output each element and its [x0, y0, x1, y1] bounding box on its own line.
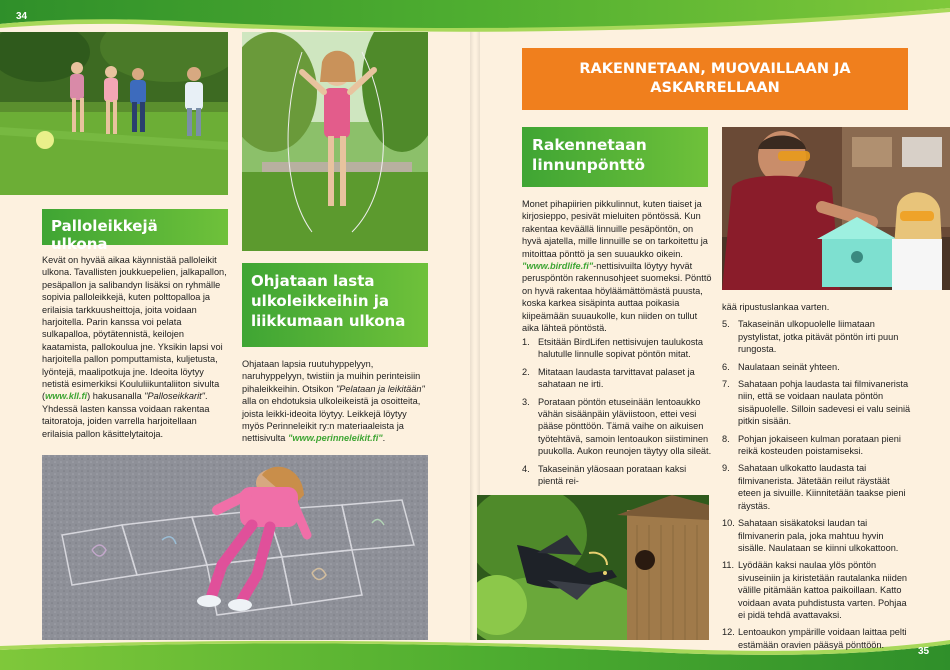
heading-text: Ohjataan lasta ulkoleikkeihin ja liikkumaan ulkona: [251, 272, 406, 330]
section-reference: "Pelataan ja leikitään": [335, 383, 425, 394]
step-item: [722, 318, 912, 355]
step-number: 12.: [722, 627, 735, 638]
step-item: [722, 626, 912, 651]
bird-flying-to-birdhouse-photo: [477, 495, 709, 640]
step-number: 4.: [522, 463, 530, 474]
step-item: [722, 462, 912, 512]
step-text: Takaseinän ulkopuolelle liimataan pystylistat, jotka pitävät pöntön irti puun rungosta.: [738, 319, 899, 355]
step-number: 11.: [722, 560, 735, 571]
step-item: [722, 378, 912, 428]
step-number: 8.: [722, 433, 730, 444]
step-text: Pohjan jokaiseen kulman porataan pieni reikä kosteuden poistamiseksi.: [738, 433, 901, 457]
step-text: Sahataan sisäkatoksi laudan tai filmivanerin pala, joka mahtuu hyvin sisälle. Naulataan se kiinni ulkokattoon.: [738, 518, 899, 553]
girl-playing-hopscotch-photo: [42, 455, 428, 640]
step-text: Lentoaukon ympärille voidaan laittaa pelti estämään oravien pääsyä pönttöön.: [738, 627, 907, 650]
paragraph-text: Kevät on hyvää aikaa käynnistää palloleikit ulkona. Tavallisten joukkuepelien, jalkapallon, pesäpallon ja salibandyn lisäksi on ryhmälle sopivia palloleikkejä, kuten polttopalloa ja erilaisia tarkkuusheittoja, joita voidaan harjoitella. Parin kanssa voi pelata sulkapalloa, pöytätennistä, keilojen kaatamista, pallokoulua jne. Yksikin lapsi voi harjoitella pallon pomputtamista, kuljetusta, lyöntejä, maalipotkuja jne. Ideoita löytyy netistä esimerkiksi Koululiikuntaliiton sivulta (: [42, 255, 227, 402]
girl-jumping-rope-photo: [242, 32, 428, 251]
steps-column-1: [522, 336, 712, 492]
steps-column-2: [722, 301, 912, 656]
step-item: [522, 336, 712, 361]
step-item: [722, 361, 912, 373]
paragraph-text: .: [382, 433, 386, 444]
steps-list: [522, 336, 712, 487]
birdhouse-intro-text: [522, 198, 712, 334]
step-number: 1.: [522, 337, 530, 347]
page-number-right: 35: [918, 646, 930, 657]
paragraph-text: ) hakusanalla: [87, 391, 145, 402]
search-term: "Palloseikkarit": [144, 391, 205, 402]
step-text: Porataan pöntön etuseinään lentoaukko vähän sisäänpäin yläviistoon, ettei vesi pääse pönttöön. Tämä vaihe on aikuisen työtehtävä, samoin lentoaukon siistiminen puukolla. Aukon reunojen täytyy olla sileät.: [538, 396, 712, 457]
kll-link[interactable]: www.kll.fi: [45, 391, 88, 402]
heading-text: Palloleikkejä ulkona: [51, 217, 158, 253]
step-text: Naulataan seinät yhteen.: [738, 361, 840, 372]
paragraph-text: alla on ehdotuksia ulkoleikeistä ja osoitteita, joista leikki-ideoita löytyy. Leikkejä löytyy myös Perinneleikit ry:n materiaaleista ja nettisivulta: [242, 396, 421, 444]
section-heading-birdhouse: [522, 127, 708, 187]
step-number: 10.: [722, 518, 735, 529]
step-item: [722, 517, 912, 554]
step-number: 2.: [522, 366, 530, 377]
page-number-left: 34: [16, 11, 28, 22]
step-item: [522, 366, 712, 391]
top-green-band: [0, 0, 950, 32]
birdlife-link[interactable]: "www.birdlife.fi": [522, 261, 594, 272]
step-item: [722, 433, 912, 458]
step-text: Takaseinän yläosaan porataan kaksi pientä rei-: [538, 463, 687, 487]
step-number: 5.: [722, 319, 730, 330]
perinneleikit-link[interactable]: "www.perinneleikit.fi": [287, 433, 383, 444]
section-heading-outdoor-play: [242, 263, 428, 347]
step-item: [522, 396, 712, 458]
section-heading-ball-games: [42, 209, 228, 253]
ball-games-text: [42, 254, 230, 440]
step-text: Lyödään kaksi naulaa ylös pöntön sivuseiniin ja kiristetään rautalanka niiden välille pitämään kattoa paikoillaan. Katto voidaan avata puhdistusta varten. Pohjaa ei pidä tehdä avattavaksi.: [738, 560, 908, 620]
paragraph-text: . Yhdessä lasten kanssa voidaan rakentaa taitoratoja, joiden varrella harjoitellaan erilaisia pallon käsittelytaitoja.: [42, 391, 210, 439]
steps-list: [722, 318, 912, 651]
paragraph-text: Monet pihapiirien pikkulinnut, kuten tiaiset ja kirjosieppo, pesivät mieluiten pöntössä. Kun rakentaa keväällä linnuille pesäpöntön, on hyvä ajatella, mille linnuille se on tarkoitettu ja mitoittaa pönttö ja sen suuaukko oikein.: [522, 199, 708, 259]
main-title: RAKENNETAAN, MUOVAILLAAN JA ASKARRELLAAN: [522, 48, 908, 110]
step-4-continued: kää ripustuslankaa varten.: [722, 302, 830, 312]
heading-text: Rakennetaan linnunpönttö: [532, 136, 647, 174]
outdoor-play-text: [242, 358, 430, 445]
step-text: Sahataan ulkokatto laudasta tai filmivanerista. Jätetään reilut räystäät eteen ja sivuille. Kiinnitetään taakse pieni räystäs.: [738, 463, 906, 511]
step-text: Sahataan pohja laudasta tai filmivanerista niin, että se voidaan naulata pöntön sisäpuolelle. Silloin sadevesi ei valu seiniä pitkin sisään.: [738, 379, 911, 427]
step-number: 3.: [522, 396, 530, 407]
children-playing-ball-photo: [0, 32, 228, 195]
step-number: 6.: [722, 361, 730, 372]
step-number: 9.: [722, 463, 730, 474]
step-text: Etsitään BirdLifen nettisivujen taulukosta halutulle linnulle sopivat pöntön mitat.: [538, 337, 703, 360]
step-item: [722, 559, 912, 621]
step-number: 7.: [722, 379, 730, 390]
step-text: Mitataan laudasta tarvittavat palaset ja sahataan ne irti.: [538, 366, 695, 390]
paragraph-text: -nettisivuilta löytyy hyvät peruspöntön rakennusohjeet suomeksi. Pönttö on hyvä rakentaa höyläämättömästä puusta, koska karkea sisäpinta auttaa poikasia kiipeämään suuaukolle, kun niiden on tullut aika lähteä pöntöstä.: [522, 261, 712, 334]
step-item: [522, 463, 712, 488]
man-and-girl-building-birdhouse-photo: [722, 127, 950, 290]
paragraph-text: Ohjataan lapsia ruutuhyppelyyn, naruhyppelyyn, twistiin ja muihin perinteisiin pihaleikkeihin. Otsikon: [242, 359, 421, 394]
